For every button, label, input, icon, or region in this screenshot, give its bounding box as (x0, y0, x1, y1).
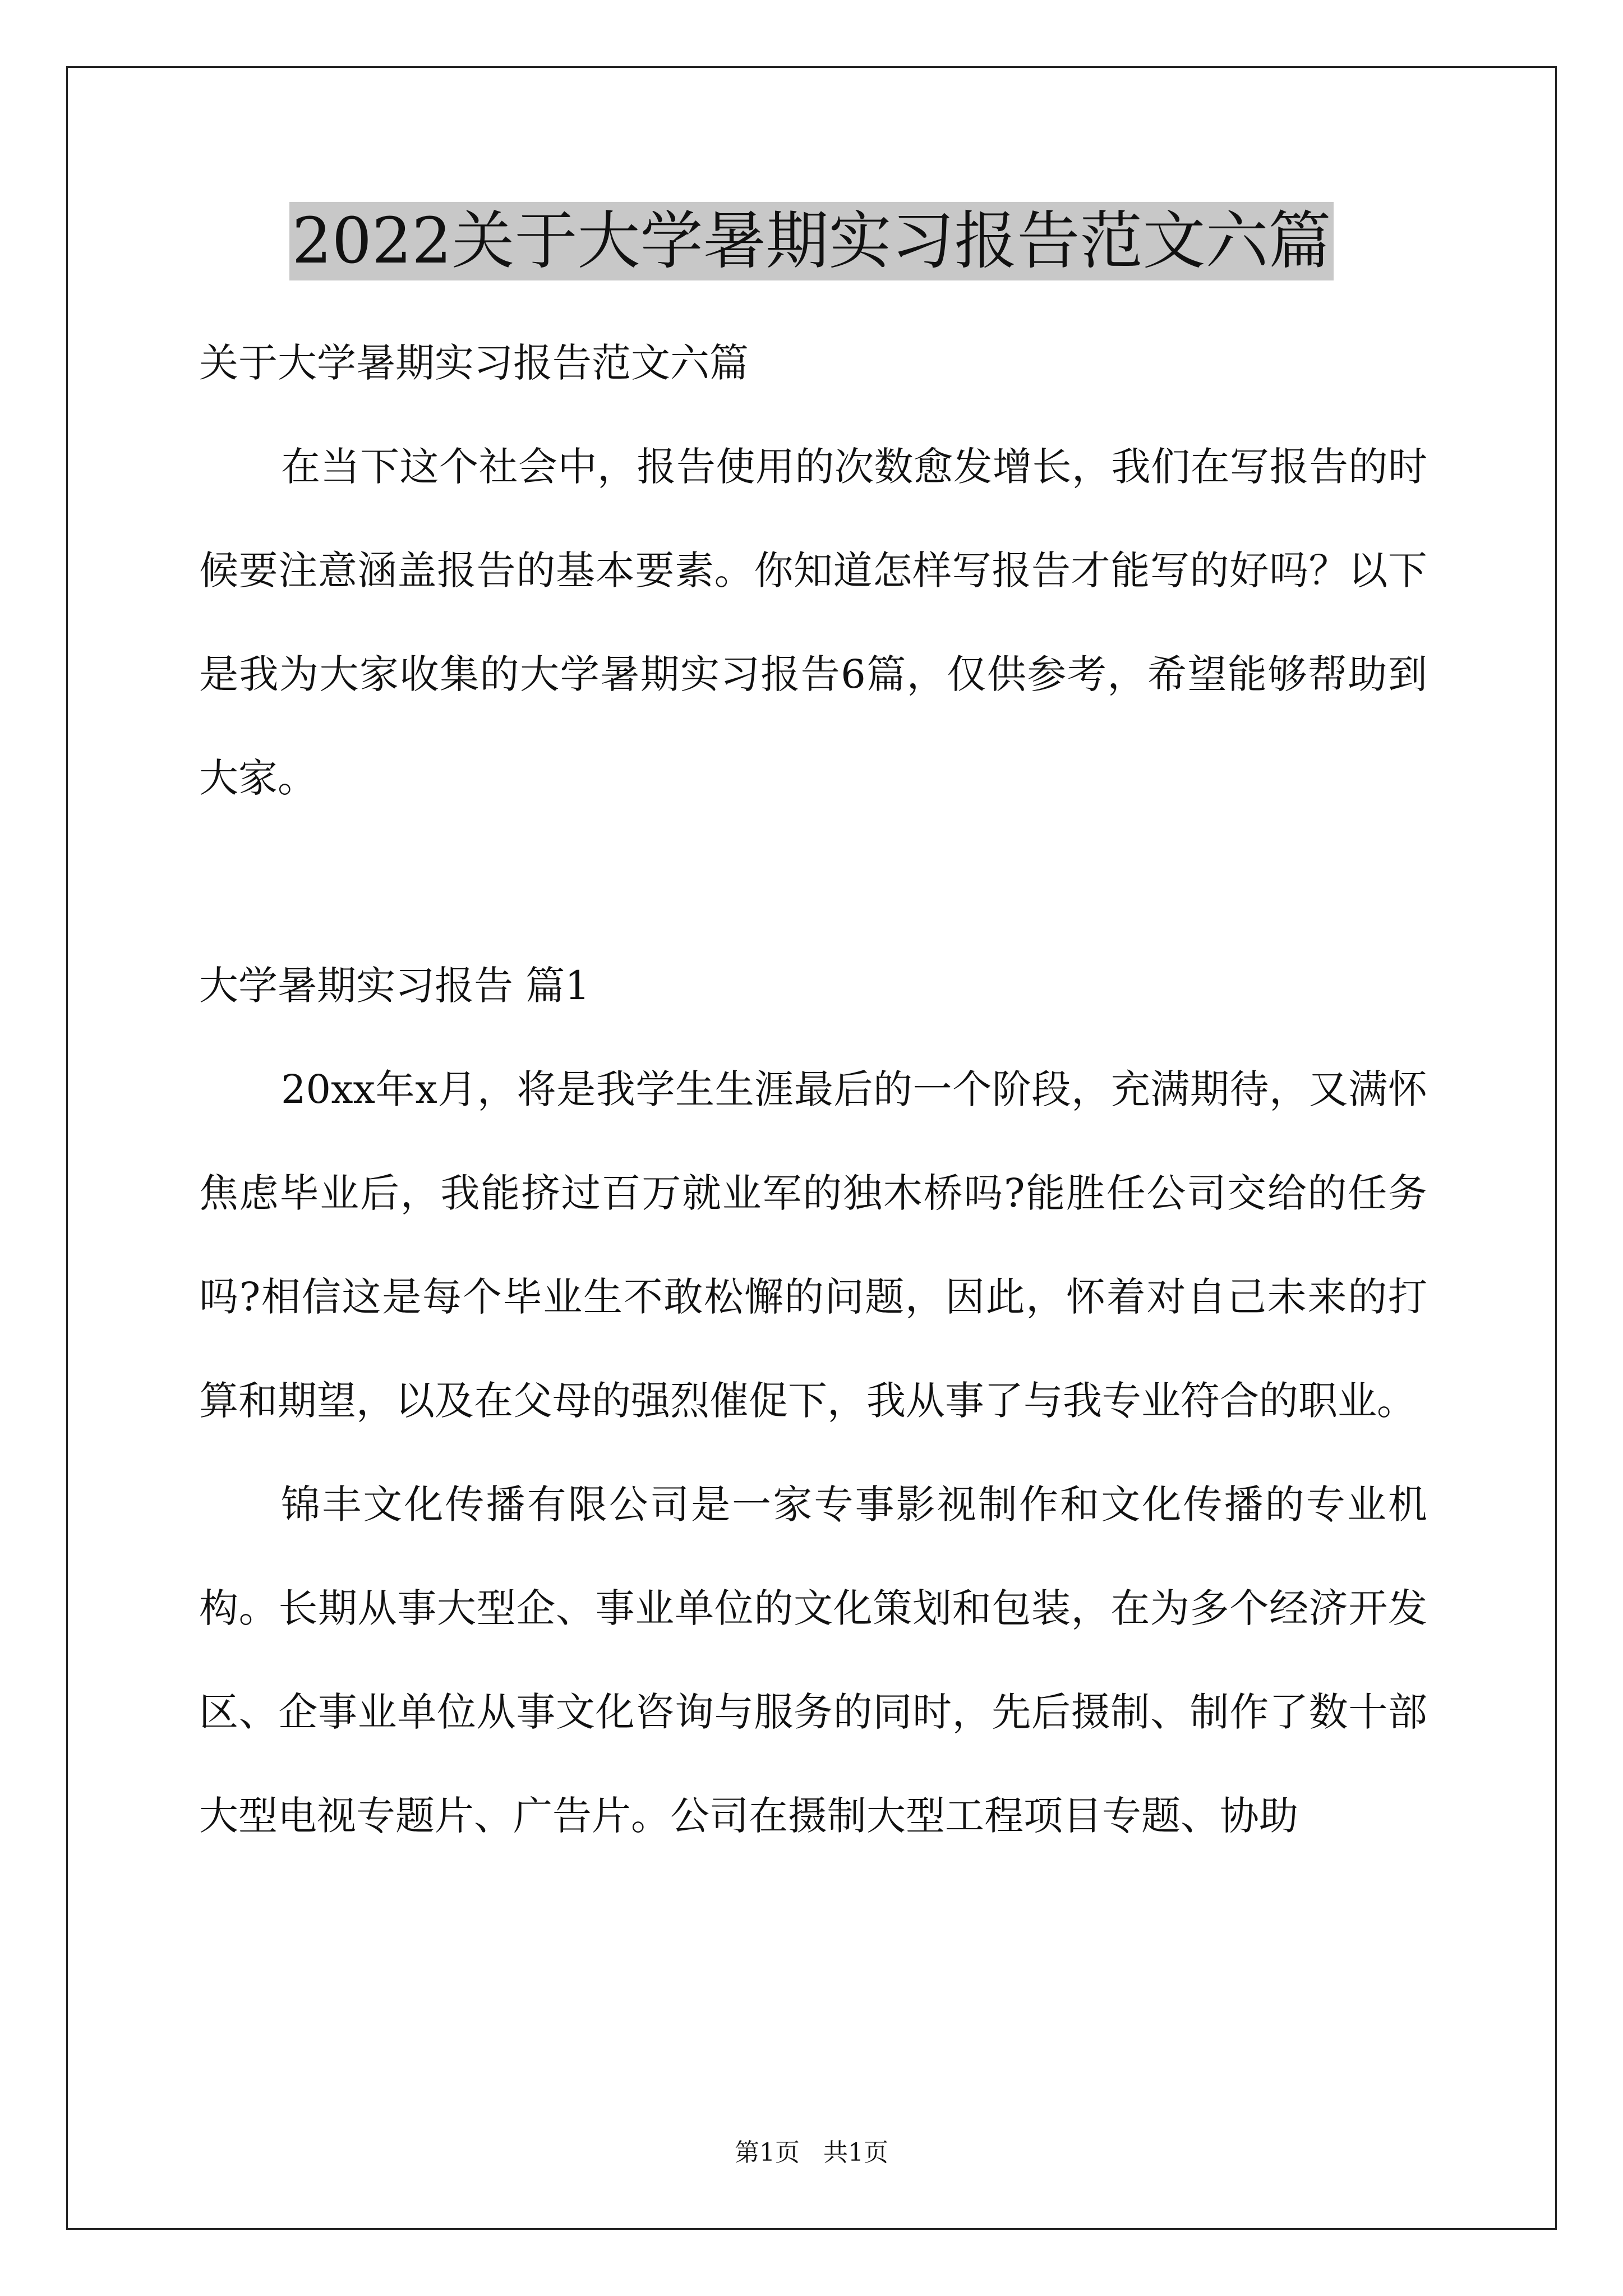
document-body (199, 311, 1427, 1868)
intro-paragraph: 在当下这个社会中，报告使用的次数愈发增长，我们在写报告的时候要注意涵盖报告的基本要素。你知道怎样写报告才能写的好吗？以下是我为大家收集的大学暑期实习报告6篇，仅供参考，希望能够帮助到大家。 (199, 444, 1427, 801)
document-subtitle: 关于大学暑期实习报告范文六篇 (199, 340, 749, 386)
body-paragraph-2: 锦丰文化传播有限公司是一家专事影视制作和文化传播的专业机构。长期从事大型企、事业单位的文化策划和包装，在为多个经济开发区、企事业单位从事文化咨询与服务的同时，先后摄制、制作了数十部大型电视专题片、广告片。公司在摄制大型工程项目专题、协助 (199, 1481, 1427, 1839)
title-container (0, 202, 1623, 280)
section-heading: 大学暑期实习报告 篇1 (199, 963, 590, 1009)
body-paragraph-1: 20xx年x月，将是我学生生涯最后的一个阶段，充满期待，又满怀焦虑毕业后，我能挤过百万就业军的独木桥吗?能胜任公司交给的任务吗?相信这是每个毕业生不敢松懈的问题，因此，怀着对自己未来的打算和期望，以及在父母的强烈催促下，我从事了与我专业符合的职业。 (199, 1066, 1427, 1424)
page-footer: 第1页 共1页 (735, 2138, 888, 2167)
document-title: 2022关于大学暑期实习报告范文六篇 (289, 202, 1333, 280)
section-spacer (199, 830, 1427, 934)
